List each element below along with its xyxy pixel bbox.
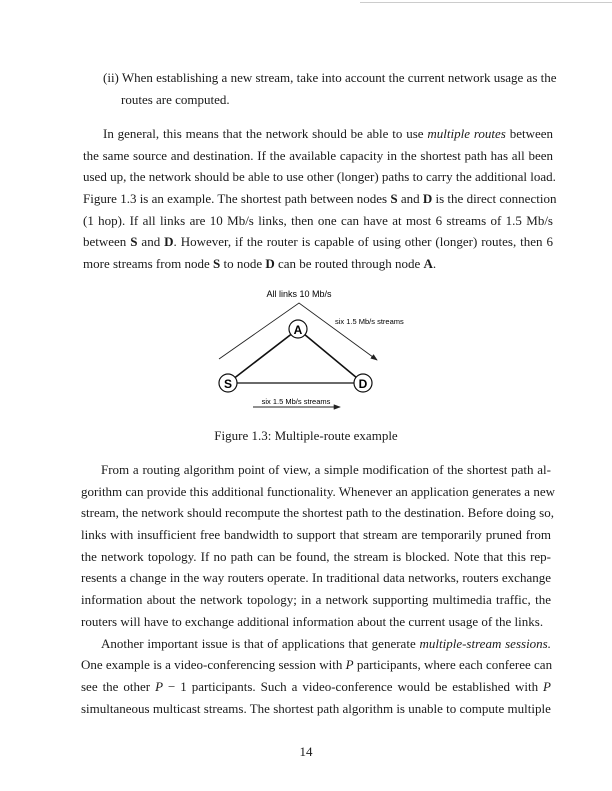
text-segment: (ii) When establishing a new stream, take into account the current network usage as the xyxy=(103,70,557,85)
text-line xyxy=(81,589,551,611)
text-line xyxy=(81,546,551,568)
text-segment: One example is a video-conferencing session with xyxy=(81,657,346,673)
lower-stream-label: six 1.5 Mb/s streams xyxy=(261,397,331,406)
text-line xyxy=(81,633,551,655)
text-segment: links with insufficient free bandwidth to support that stream are temporarily pruned from xyxy=(81,527,551,543)
text-segment: − 1 participants. Such a video-conference would be established with xyxy=(163,678,544,694)
text-segment: . However, if the router is capable of using other (longer) routes, then 6 xyxy=(173,234,553,250)
text-segment: From a routing algorithm point of view, a simple modification of the shortest path al- xyxy=(101,462,551,477)
text-line xyxy=(81,459,551,481)
bold-text: S xyxy=(390,191,398,207)
text-segment: used up, the network should be able to use other (longer) paths to carry the additional load. xyxy=(83,169,556,185)
text-segment: Figure 1.3 is an example. The shortest path between nodes xyxy=(83,191,391,207)
bold-text: D xyxy=(164,234,174,250)
text-segment: and xyxy=(137,234,165,250)
page-number: 14 xyxy=(299,744,313,759)
link-a-d xyxy=(298,329,363,383)
text-segment: . xyxy=(432,256,437,272)
text-segment: resents a change in the way routers operate. In traditional data networks, routers exchange xyxy=(81,570,551,586)
text-segment: the network topology. If no path can be found, the stream is blocked. Note that this rep- xyxy=(81,548,551,564)
node-s-label: S xyxy=(223,377,233,391)
text-segment: see the other xyxy=(81,678,156,694)
text-line xyxy=(81,502,554,524)
text-segment: participants, where each conferee can xyxy=(353,657,553,673)
bold-text: S xyxy=(212,256,221,272)
upper-stream-label: six 1.5 Mb/s streams xyxy=(335,317,404,326)
text-line xyxy=(81,567,551,589)
bold-text: A xyxy=(423,256,433,272)
text-segment: stream, the network should recompute the shortest path to the destination. Before doing so, xyxy=(81,505,554,521)
figure-caption: Figure 1.3: Multiple-route example xyxy=(214,428,398,443)
text-segment: can be routed through node xyxy=(274,256,424,272)
italic-text: P xyxy=(543,678,551,694)
text-segment: gorithm can provide this additional functionality. Whenever an application generates a new xyxy=(81,483,555,499)
figure-title: All links 10 Mb/s xyxy=(266,289,332,299)
italic-text: P xyxy=(155,678,164,694)
text-line xyxy=(81,481,555,503)
bold-text: D xyxy=(265,256,275,272)
text-segment: routes are computed. xyxy=(121,91,230,107)
bold-text: D xyxy=(422,191,433,207)
text-segment: and xyxy=(397,191,423,207)
text-segment: the same source and destination. If the available capacity in the shortest path has all been xyxy=(83,147,553,163)
text-segment: to node xyxy=(220,256,266,272)
text-line xyxy=(81,676,551,698)
bold-text: S xyxy=(130,234,138,250)
text-line xyxy=(81,611,551,633)
link-s-a xyxy=(228,329,298,383)
text-segment: routers will have to exchange additional information about the current usage of the links. xyxy=(81,613,544,629)
italic-text: P xyxy=(345,657,354,673)
text-segment: is the direct connection xyxy=(432,191,557,207)
text-segment: between xyxy=(83,234,131,250)
text-segment: between xyxy=(505,126,554,141)
italic-text: multiple-stream sessions. xyxy=(419,635,551,651)
text-segment: information about the network topology; in a network supporting multimedia traffic, the xyxy=(81,592,551,608)
text-line xyxy=(81,654,551,676)
text-segment: more streams from node xyxy=(83,256,213,272)
text-line xyxy=(81,698,551,720)
italic-text: multiple routes xyxy=(427,126,506,141)
node-a-label: A xyxy=(293,323,303,337)
text-segment: (1 hop). If all links are 10 Mb/s links, then one can have at most 6 streams of 1.5 Mb/s xyxy=(83,212,553,228)
paragraph-routing-algorithm xyxy=(81,459,555,719)
text-segment: In general, this means that the network should be able to use xyxy=(103,126,428,141)
node-d-label: D xyxy=(358,377,368,391)
text-segment: simultaneous multicast streams. The shortest path algorithm is unable to compute multiple xyxy=(81,700,551,716)
text-segment: Another important issue is that of applications that generate xyxy=(101,635,420,651)
text-line xyxy=(81,524,551,546)
